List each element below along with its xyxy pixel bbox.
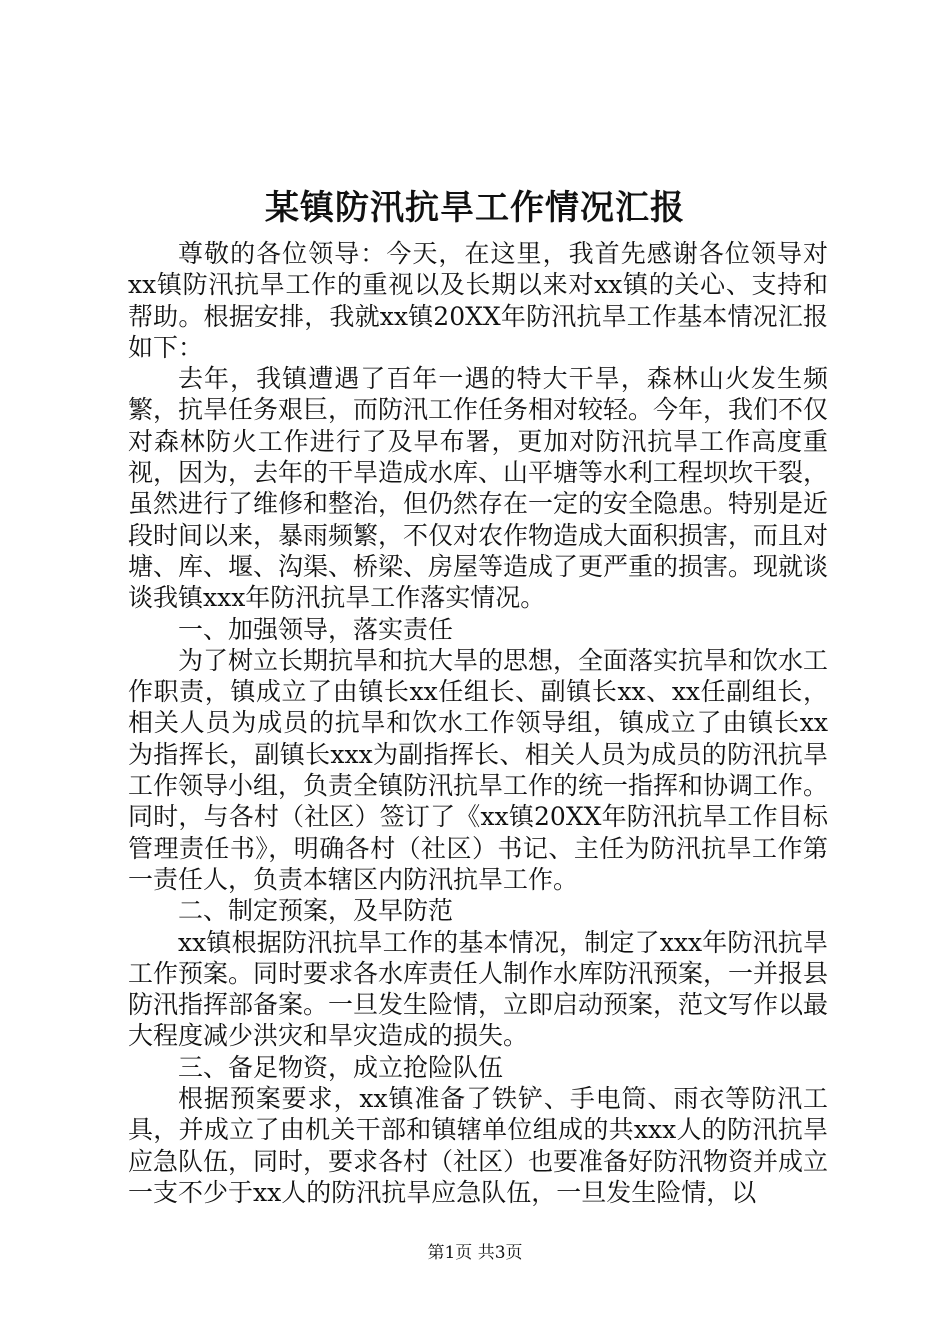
section-heading-2: 二、制定预案，及早防范	[178, 896, 454, 926]
section-heading-3: 三、备足物资，成立抢险队伍	[178, 1052, 504, 1082]
paragraph-materials: 根据预案要求，xx镇准备了铁铲、手电筒、雨衣等防汛工具，并成立了由机关干部和镇辖单位组成的共xxx人的防汛抗旱应急队伍，同时，要求各村（社区）也要准备好防汛物资并成立一支不少于xx人的防汛抗旱应急队伍，一旦发生险情，以	[128, 1084, 829, 1207]
document-body	[128, 238, 828, 1208]
paragraph-leadership: 为了树立长期抗旱和抗大旱的思想，全面落实抗旱和饮水工作职责，镇成立了由镇长xx任组长、副镇长xx、xx任副组长，相关人员为成员的抗旱和饮水工作领导组，镇成立了由镇长xx为指挥长，副镇长xxx为副指挥长、相关人员为成员的防汛抗旱工作领导小组，负责全镇防汛抗旱工作的统一指挥和协调工作。同时，与各村（社区）签订了《xx镇20XX年防汛抗旱工作目标管理责任书》，明确各村（社区）书记、主任为防汛抗旱工作第一责任人，负责本辖区内防汛抗旱工作。	[128, 645, 829, 894]
paragraph-plans: xx镇根据防汛抗旱工作的基本情况，制定了xxx年防汛抗旱工作预案。同时要求各水库责任人制作水库防汛预案，一并报县防汛指挥部备案。一旦发生险情，立即启动预案，范文写作以最大程度减少洪灾和旱灾造成的损失。	[128, 927, 829, 1051]
section-heading-1: 一、加强领导，落实责任	[178, 614, 454, 644]
document-title: 某镇防汛抗旱工作情况汇报	[265, 188, 685, 228]
page-number-footer: 第1页 共3页	[427, 1243, 523, 1263]
paragraph-background: 去年，我镇遭遇了百年一遇的特大干旱，森林山火发生频繁，抗旱任务艰巨，而防汛工作任务相对较轻。今年，我们不仅对森林防火工作进行了及早布署，更加对防汛抗旱工作高度重视，因为，去年的干旱造成水库、山平塘等水利工程坝坎干裂，虽然进行了维修和整治，但仍然存在一定的安全隐患。特别是近段时间以来，暴雨频繁，不仅对农作物造成大面积损害，而且对塘、库、堰、沟渠、桥梁、房屋等造成了更严重的损害。现就谈谈我镇xxx年防汛抗旱工作落实情况。	[128, 364, 829, 613]
paragraph-greeting: 尊敬的各位领导：今天，在这里，我首先感谢各位领导对xx镇防汛抗旱工作的重视以及长期以来对xx镇的关心、支持和帮助。根据安排，我就xx镇20XX年防汛抗旱工作基本情况汇报如下：	[128, 239, 828, 362]
